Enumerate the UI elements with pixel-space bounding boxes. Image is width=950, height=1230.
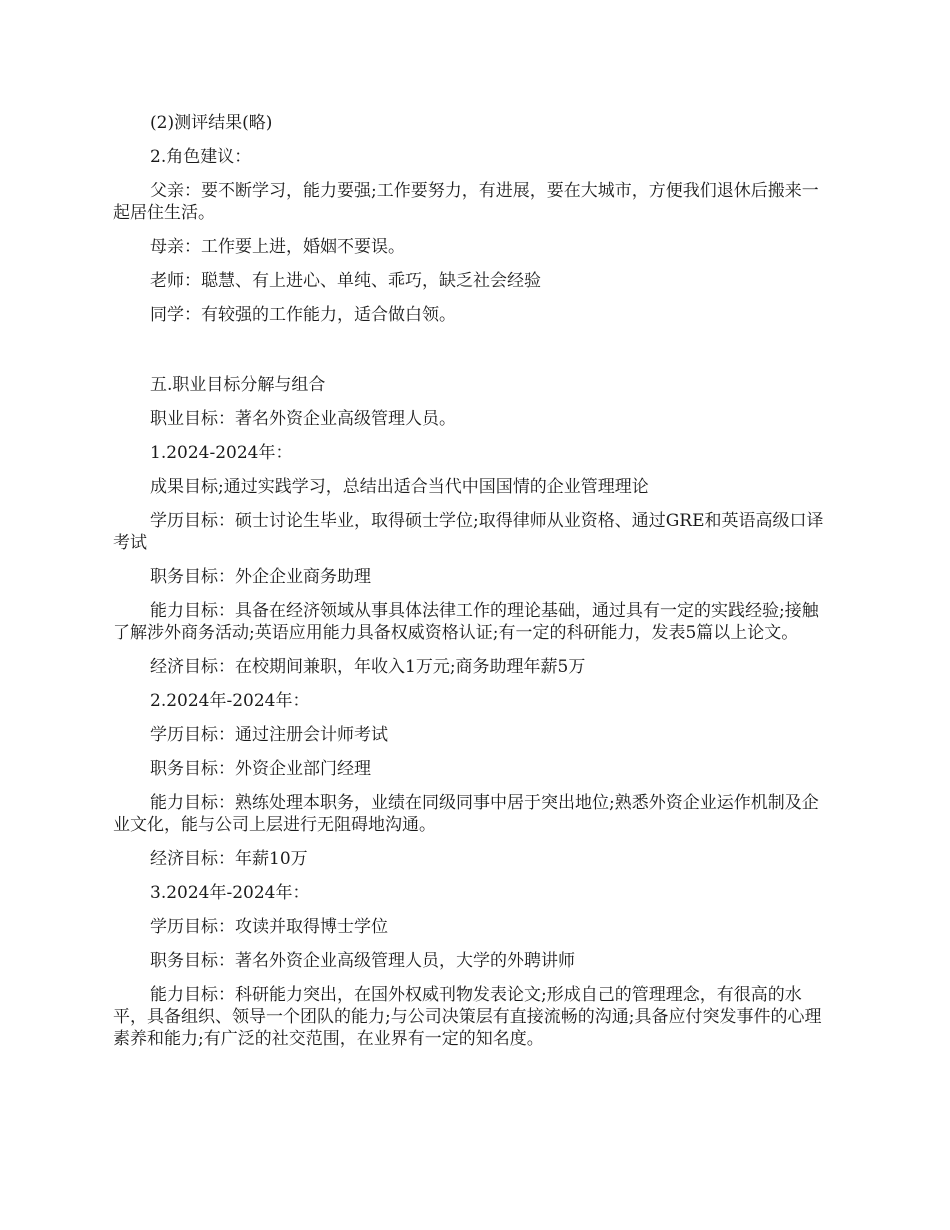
paragraph-mother-advice: 母亲：工作要上进，婚姻不要误。 — [150, 237, 405, 257]
paragraph-education-goal-3: 学历目标：攻读并取得博士学位 — [150, 917, 388, 937]
section-heading-career-goals: 五.职业目标分解与组合 — [150, 375, 326, 395]
stage-heading-2: 2.2024年-2024年： — [150, 691, 310, 711]
stage-heading-1: 1.2024-2024年： — [150, 443, 293, 463]
paragraph-ability-goal-3: 能力目标：科研能力突出，在国外权威刊物发表论文;形成自己的管理理念，有很高的水平，具备组织、领导一个团队的能力;与公司决策层有直接流畅的沟通;具备应付突发事件的心理素养和能力;有广泛的社交范围，在业界有一定的知名度。 — [113, 985, 822, 1049]
paragraph-position-goal-1: 职务目标：外企企业商务助理 — [150, 567, 371, 587]
paragraph-father-advice: 父亲：要不断学习，能力要强;工作要努力，有进展，要在大城市，方便我们退休后搬来一起居住生活。 — [113, 181, 819, 223]
paragraph-education-goal-1: 学历目标：硕士讨论生毕业，取得硕士学位;取得律师从业资格、通过GRE和英语高级口译考试 — [113, 511, 824, 553]
document-body — [113, 112, 828, 1062]
paragraph-result-goal: 成果目标;通过实践学习，总结出适合当代中国国情的企业管理理论 — [150, 477, 649, 497]
paragraph-ability-goal-1: 能力目标：具备在经济领域从事具体法律工作的理论基础，通过具有一定的实践经验;接触了解涉外商务活动;英语应用能力具备权威资格认证;有一定的科研能力，发表5篇以上论文。 — [113, 601, 819, 643]
paragraph-evaluation-result: (2)测评结果(略) — [150, 113, 273, 133]
paragraph-classmate-advice: 同学：有较强的工作能力，适合做白领。 — [150, 305, 456, 325]
stage-heading-3: 3.2024年-2024年： — [150, 883, 310, 903]
paragraph-economic-goal-1: 经济目标：在校期间兼职，年收入1万元;商务助理年薪5万 — [150, 657, 586, 677]
paragraph-education-goal-2: 学历目标：通过注册会计师考试 — [150, 725, 388, 745]
paragraph-position-goal-3: 职务目标：著名外资企业高级管理人员，大学的外聘讲师 — [150, 951, 575, 971]
paragraph-teacher-advice: 老师：聪慧、有上进心、单纯、乖巧，缺乏社会经验 — [150, 271, 541, 291]
paragraph-position-goal-2: 职务目标：外资企业部门经理 — [150, 759, 371, 779]
paragraph-economic-goal-2: 经济目标：年薪10万 — [150, 849, 308, 869]
paragraph-ability-goal-2: 能力目标：熟练处理本职务，业绩在同级同事中居于突出地位;熟悉外资企业运作机制及企业文化，能与公司上层进行无阻碍地沟通。 — [113, 793, 819, 835]
section-spacer — [113, 338, 828, 374]
paragraph-career-goal: 职业目标：著名外资企业高级管理人员。 — [150, 409, 456, 429]
paragraph-role-advice-heading: 2.角色建议： — [150, 147, 252, 167]
